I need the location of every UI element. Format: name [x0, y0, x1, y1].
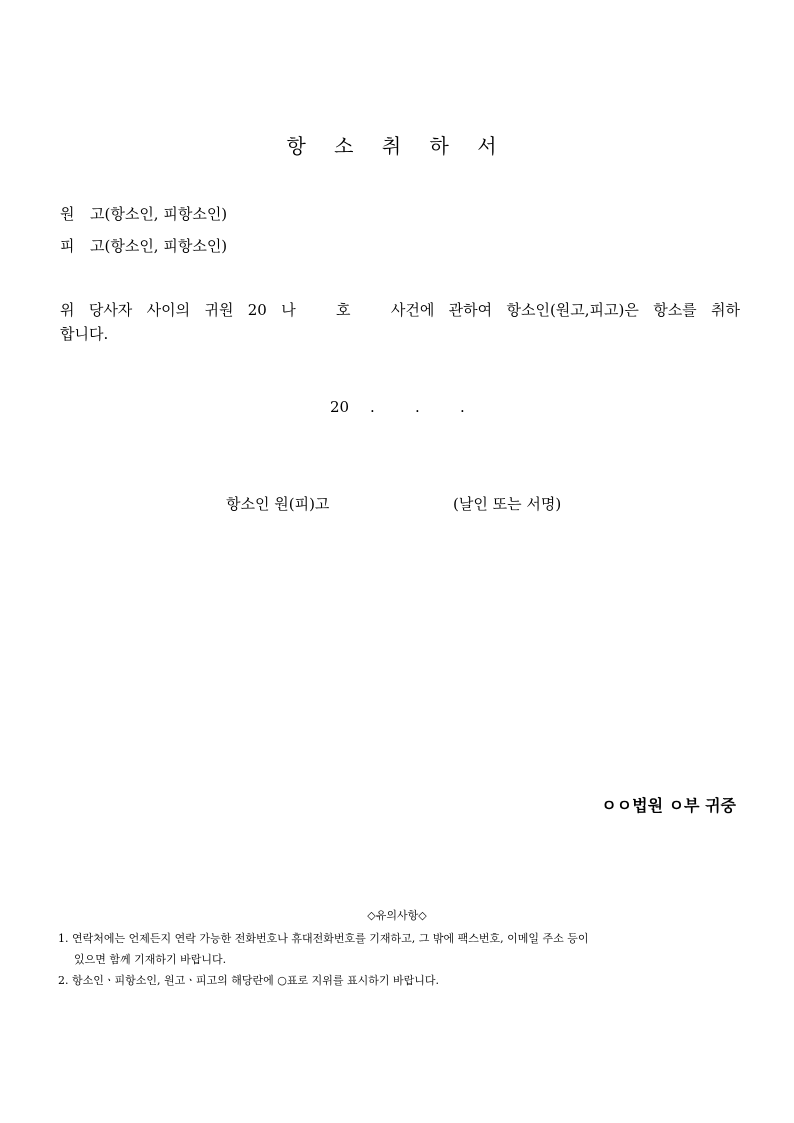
case-type: 나	[281, 301, 296, 319]
plaintiff-line	[60, 203, 227, 224]
statement-word: 관하여	[448, 301, 493, 319]
plaintiff-role: 원	[60, 205, 75, 223]
date-year: 20	[330, 398, 350, 416]
plaintiff-label: 고(항소인, 피항소인)	[90, 205, 228, 223]
note-item-1: 1. 연락처에는 언제든지 연락 가능한 전화번호나 휴대전화번호를 기재하고, 그 밖에 팩스번호, 이메일 주소 등이	[58, 932, 589, 945]
statement-word: 항소를	[653, 301, 697, 319]
signature-note: (날인 또는 서명)	[453, 495, 562, 513]
withdrawal-statement	[60, 298, 740, 346]
note-item-2: 2. 항소인ㆍ피항소인, 원고ㆍ피고의 해당란에 ○표로 지위를 표시하기 바랍니다.	[58, 974, 439, 987]
statement-word: 항소인(원고,피고)은	[506, 301, 639, 319]
statement-word: 사건에	[390, 301, 435, 319]
statement-word: 취하	[711, 301, 740, 319]
date-separator: .	[415, 398, 420, 416]
note-item-1-continued: 있으면 함께 기재하기 바랍니다.	[74, 953, 227, 966]
date-separator: .	[460, 398, 465, 416]
case-number-suffix: 호	[336, 301, 351, 319]
statement-word: 당사자	[88, 301, 133, 319]
defendant-line	[60, 235, 227, 256]
statement-word: 위	[60, 301, 75, 319]
document-title: 항 소 취 하 서	[286, 134, 508, 158]
date-separator: .	[370, 398, 375, 416]
signature-label: 항소인 원(피)고	[226, 495, 330, 513]
defendant-role: 피	[60, 237, 75, 255]
statement-line-2: 합니다.	[60, 325, 109, 343]
statement-word: 사이의	[146, 301, 191, 319]
statement-word: 귀원	[204, 301, 234, 319]
defendant-label: 고(항소인, 피항소인)	[90, 237, 228, 255]
date-line	[330, 398, 465, 416]
case-year: 20	[247, 301, 267, 319]
notes-title: ◇유의사항◇	[367, 909, 427, 922]
statement-line-1	[60, 298, 740, 322]
court-addressee: ㅇㅇ법원 ㅇ부 귀중	[601, 796, 736, 815]
